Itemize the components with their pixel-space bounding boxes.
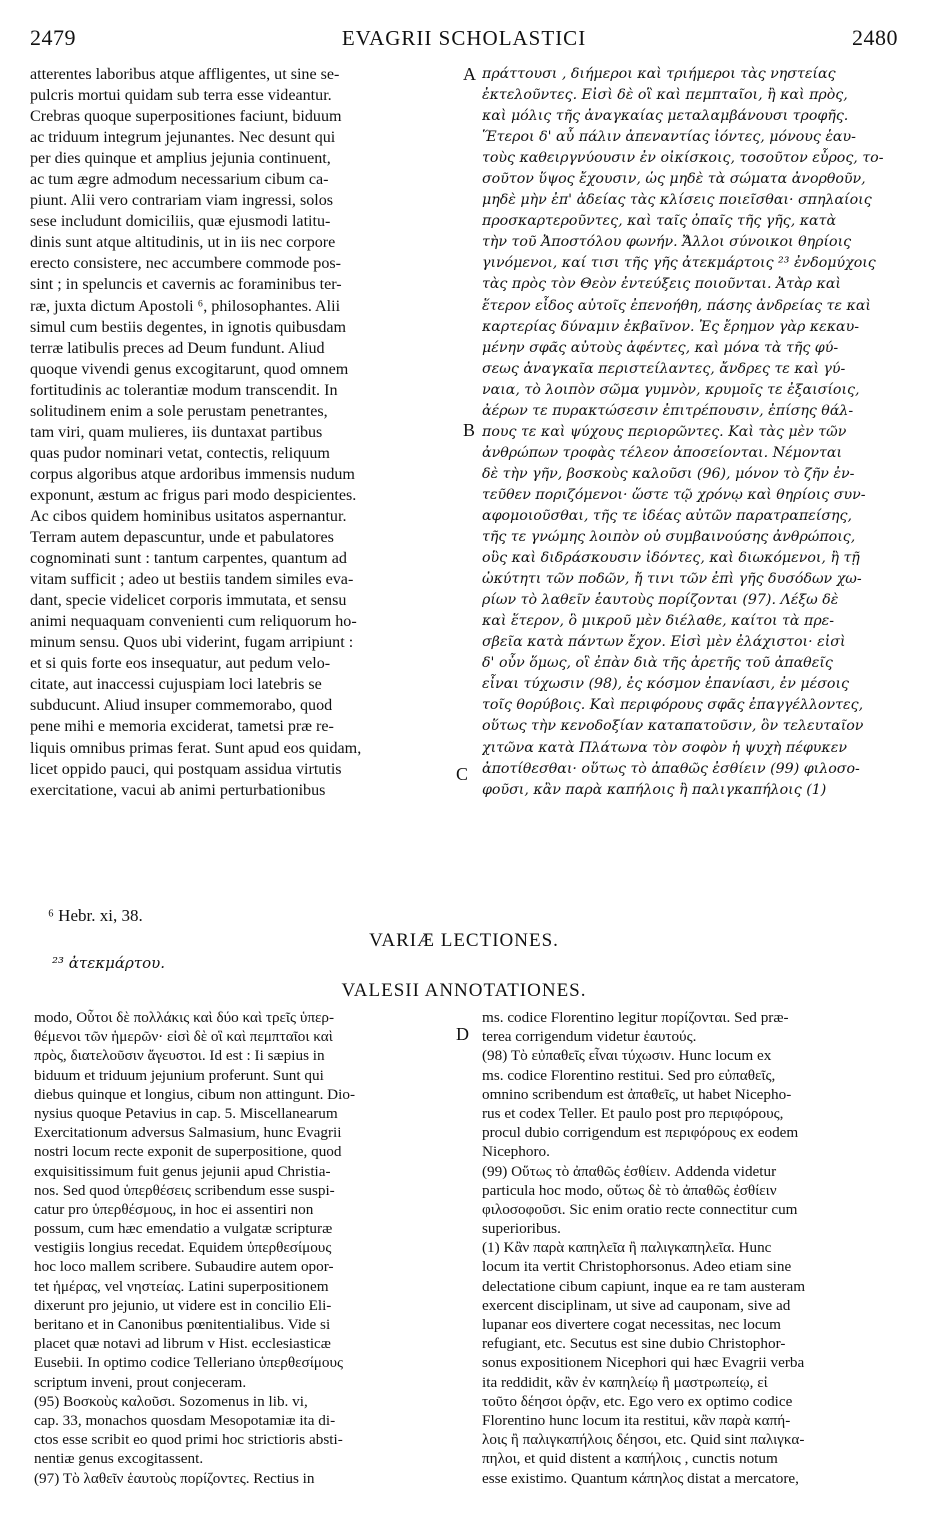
text-line: καὶ μόλις τῆς ἀναγκαίας μεταλαμβάνουσι τροφῆς. [482, 108, 849, 125]
text-line: ἀνθρώπων τροφὰς τέλεον ἀποσείονται. Νέμονται [482, 444, 843, 461]
text-line: sint ; in speluncis et cavernis ac foraminibus ter- [30, 276, 342, 294]
text-line: τὴν τοῦ Ἀποστόλου φωνήν. Ἄλλοι σύνοικοι θηρίοις [482, 234, 852, 251]
text-line: πρὸς, διατελοῦσιν ἄγευστοι. Id est : Ii sæpius in [34, 1047, 325, 1065]
margin-marker-a: A [463, 64, 476, 84]
text-line: particula hoc modo, οὕτως δὲ τὸ ἀπαθῶς ἐσθίειν [482, 1181, 777, 1199]
text-line: simul cum bestiis degentes, in ignotis quibusdam [30, 318, 347, 336]
text-line: ræ, juxta dictum Apostoli ⁶, philosophantes. Alii [30, 297, 341, 315]
text-line: Exercitationum adversus Salmasium, hunc Evagrii [34, 1124, 342, 1142]
text-line: citate, aut inaccessi cujuspiam loci latebris se [30, 676, 322, 694]
text-line: pene mihi e memoria exciderat, tametsi præ re- [30, 718, 334, 736]
text-line: et si quis forte eos insequatur, aut pedum velo- [30, 655, 331, 673]
text-line: θέμενοι τῶν ἡμερῶν· εἰσὶ δὲ οἳ καὶ πεμπταῖοι καὶ [34, 1028, 333, 1046]
text-line: nos. Sed quod ὑπερθέσεις scribendum esse suspi- [34, 1181, 335, 1199]
text-line: οὕτως τὴν κενοδοξίαν καταπατοῦσιν, ὃν τελευταῖον [482, 718, 864, 735]
text-line: τὰς πρὸς τὸν Θεὸν ἐντεύξεις ποιοῦνται. Ἀτὰρ καὶ [482, 276, 841, 293]
text-line: vitam sufficit ; adeo ut bestiis tandem similes eva- [30, 571, 354, 589]
text-line: δ' οὖν ὅμως, οἳ ἐπὰν διὰ τῆς ἀρετῆς τοῦ ἀπαθεῖς [482, 655, 833, 672]
text-line: terea corrigendum videtur ἑαυτούς. [482, 1028, 697, 1046]
text-line: αφομοιοῦσθαι, τῆς τε ἰδέας αὐτῶν παρατραπείσης, [482, 507, 852, 524]
text-line: πράττουσι , διήμεροι καὶ τριήμεροι τὰς νηστείας [482, 66, 836, 82]
text-line: exercent disciplinam, ut sive ad cauponam, sive ad [482, 1296, 791, 1314]
text-line: Florentino hunc locum ita restitui, κἂν παρὰ καπή- [482, 1411, 791, 1429]
text-line: καὶ ἕτερον, ὃ μικροῦ μὲν διέλαθε, καίτοι τὰ πρε- [482, 613, 835, 630]
text-line: licet oppido pauci, qui postquam assidua virtutis [30, 760, 342, 778]
text-line: superioribus. [482, 1220, 561, 1238]
text-line: ms. codice Florentino restitui. Sed pro εὐπαθεῖς, [482, 1066, 776, 1084]
text-line: dant, specie videlicet corporis immutata, et sensu [30, 592, 347, 610]
text-line: possum, cum hæc emendatio a vulgatæ scripturæ [34, 1220, 333, 1238]
text-line: καρτερίας δύναμιν ἐκβαῖνον. Ἐς ἔρημον γὰρ κεκαυ- [482, 318, 860, 335]
running-header [30, 18, 898, 58]
text-line: vestigiis longius recedat. Equidem ὑπερθεσίμους [34, 1239, 332, 1257]
text-line: ctos esse scribit eo quod primi hoc strictioris absti- [34, 1431, 343, 1449]
text-line: dixerunt pro jejunio, ut videre est in concilio Eli- [34, 1296, 332, 1314]
text-line: τοῦτο δέησοι ὁρᾷν, etc. Ego vero ex optimo codice [482, 1392, 793, 1410]
text-line: sonus expositionem Nicephori qui hæc Evagrii verba [482, 1354, 805, 1372]
text-line: ita reddidit, κἂν ἐν καπηλείῳ ἢ μαστρωπείῳ, εἰ [482, 1373, 768, 1391]
text-line: lupanar eos divertere cogat necessitas, nec locum [482, 1316, 781, 1333]
text-line: modo, Οὗτοι δὲ πολλάκις καὶ δύο καὶ τρεῖς ὑπερ- [34, 1009, 335, 1026]
text-line: piunt. Alii vero contrariam viam ingressi, solos [30, 192, 334, 210]
text-line: Crebras quoque superpositiones faciunt, biduum [30, 108, 342, 126]
text-line: τοὺς καθειργνύουσιν ἐν οἰκίσκοις, τοσοῦτον εὖρος, το- [482, 150, 884, 167]
text-line: ἀέρων τε πυρακτώσεσιν ἐπιτρέπουσιν, ἐπίσης θάλ- [482, 402, 854, 419]
text-line: minum sensu. Quos ubi viderint, fugam arripiunt : [30, 634, 354, 652]
text-line: exponunt, æstum ac frigus pari modo despicientes. [30, 486, 357, 504]
page-number-right: 2480 [852, 25, 898, 50]
page-number-left: 2479 [30, 25, 76, 50]
margin-marker-c: C [456, 764, 469, 784]
text-line: σεως ἀναγκαῖα περιστείλαντες, ἄνδρες τε καὶ γύ- [482, 360, 846, 377]
text-line: animi nequaquam convenienti cum reliquorum ho- [30, 613, 357, 631]
text-line: πηλοι, et quid distent a καπήλοις , cunctis notum [482, 1450, 778, 1468]
text-line: τῆς τε γνώμης λοιπὸν οὐ συμβαινούσης ἀνθρώποις, [482, 529, 856, 546]
text-line: dinis sunt atque altitudinis, ut in iis nec corpore [30, 234, 336, 252]
text-line: ac tum ægre admodum necessarium cibum ca- [30, 171, 329, 189]
text-line: ὠκύτητι τῶν ποδῶν, ἤ τινι τῶν ἐπὶ γῆς δυσόδων χω- [482, 571, 862, 588]
text-line: atterentes laboribus atque affligentes, ut sine se- [30, 66, 340, 83]
text-line: Nicephoro. [482, 1143, 550, 1161]
text-line: (99) Οὕτως τὸ ἀπαθῶς ἐσθίειν. Addenda videtur [482, 1162, 777, 1180]
text-line: ἕτερον εἶδος αὐτοῖς ἐπενοήθη, πάσης ἀνδρείας τε καὶ [482, 297, 871, 314]
text-line: procul dubio corrigendum est περιφόρους ex eodem [482, 1124, 799, 1142]
text-line: (95) Βοσκοὺς καλοῦσι. Sozomenus in lib. vi, [34, 1392, 308, 1410]
variant-reading-note: ²³ ἀτεκμάρτου. [52, 954, 166, 972]
text-line: τοῖς θορύβοις. Καὶ περιφόρους σφᾶς ἐπαγγέλλοντες, [482, 697, 864, 714]
text-line: esse existimo. Quantum κάπηλος distat a mercatore, [482, 1469, 799, 1487]
annotations-left-column [34, 1008, 446, 1488]
text-line: placet quæ notavi ad librum v Hist. ecclesiasticæ [34, 1335, 331, 1353]
text-line: exquisitissimum fuit genus jejunii apud Christia- [34, 1162, 331, 1180]
text-line: Ἕτεροι δ' αὖ πάλιν ἀπεναντίας ἰόντες, μόνους ἑαυ- [482, 129, 856, 146]
text-line: Eusebii. In optimo codice Telleriano ὑπερθεσίμους [34, 1354, 344, 1372]
text-line: nysius quoque Petavius in cap. 5. Miscellanearum [34, 1104, 338, 1122]
text-line: cognominati sunt : tantum carpentes, quantum ad [30, 550, 347, 568]
text-line: subducunt. Aliud insuper commemorabo, quod [30, 697, 333, 715]
text-line: catur pro ὑπερθέσμους, in hoc ei assentiri non [34, 1200, 314, 1218]
text-line: biduum et triduum jejunium proferunt. Sunt qui [34, 1066, 324, 1084]
text-line: rus et codex Teller. Et paulo post pro περιφόρους, [482, 1104, 784, 1122]
annotations-right-column [482, 1008, 902, 1488]
text-line: δὲ τὴν γῆν, βοσκοὺς καλοῦσι (96), μόνον τὸ ζῆν ἐν- [482, 465, 855, 482]
text-line: corpus algoribus atque ardoribus immensis nudum [30, 465, 355, 483]
text-line: exercitatione, vacui ab animi perturbationibus [30, 781, 326, 799]
text-line: terræ latibulis preces ad Deum fundunt. Aliud [30, 339, 325, 357]
text-line: ms. codice Florentino legitur πορίζονται. Sed præ- [482, 1009, 789, 1026]
text-line: tam viri, quam mulieres, iis duntaxat partibus [30, 423, 323, 441]
text-line: locum ita vertit Christophorsonus. Adeo etiam sine [482, 1258, 792, 1276]
text-line: tet ἡμέρας, vel νηστείας. Latini superpositionem [34, 1277, 329, 1295]
text-line: beritano et in Canonibus pœnitentialibus. Vide si [34, 1316, 331, 1333]
text-line: χιτῶνα κατὰ Πλάτωνα τὸν σοφὸν ἡ ψυχὴ πέφυκεν [482, 739, 847, 756]
text-line: fortitudinis ac tolerantiæ modum transcendit. In [30, 381, 338, 399]
text-line: ναια, τὸ λοιπὸν σῶμα γυμνὸν, κρυμοῖς τε ἐξαισίοις, [482, 381, 860, 398]
variae-lectiones-heading: VARIÆ LECTIONES. [369, 930, 559, 951]
text-line: erecto consistere, nec accumbere commode pos- [30, 255, 341, 273]
text-line: per dies quinque et amplius jejunia continuent, [30, 150, 331, 168]
text-line: omnino scribendum est ἀπαθεῖς, ut habet Nicepho- [482, 1085, 792, 1103]
text-line: cap. 33, monachos quosdam Mesopotamiæ ita di- [34, 1411, 336, 1429]
text-line: diebus quinque et longius, cibum non attingunt. Dio- [34, 1085, 356, 1103]
footnote-hebrews: ⁶ Hebr. xi, 38. [48, 906, 143, 925]
text-line: delectatione cibum capiunt, inque ea re tam austeram [482, 1277, 806, 1295]
text-line: liquis omnibus primas ferat. Sunt apud eos quidam, [30, 739, 362, 757]
text-line: quas pudor nominari vetat, contectis, reliquum [30, 444, 330, 462]
text-line: μένην σφᾶς αὐτοὺς ἀφέντες, καὶ μόνα τὰ τῆς φύ- [482, 339, 839, 356]
text-line: μηδὲ μὴν ἐπ' ἀδείας τὰς κλίσεις ποιεῖσθαι· σπηλαίοις [482, 192, 872, 209]
running-title: EVAGRII SCHOLASTICI [341, 25, 587, 50]
text-line: οὓς καὶ διδράσκουσιν ἰδόντες, καὶ διωκόμενοι, ἢ τῇ [482, 550, 860, 567]
text-line: προσκαρτεροῦντες, καὶ ταῖς ὀπαῖς τῆς γῆς, κατὰ [482, 213, 837, 230]
valesii-annotationes-heading: VALESII ANNOTATIONES. [341, 980, 587, 1001]
text-line: Terram autem depascuntur, unde et pabulatores [30, 529, 334, 547]
text-line: solitudinem enim a sole perustam penetrantes, [30, 402, 328, 420]
text-line: Ac cibos quidem hominibus usitatos aspernantur. [30, 507, 347, 525]
text-line: pulcris mortui quidam sub terra esse videantur. [30, 87, 332, 105]
text-line: nentiæ genus excogitassent. [34, 1450, 204, 1468]
text-line: sese includunt domiciliis, quæ ejusmodi latitu- [30, 213, 331, 231]
text-line: ρίων τὸ λαθεῖν ἑαυτοὺς πορίζονται (97). Λέξω δὲ [482, 592, 839, 609]
text-line: hoc loco mallem scribere. Subaudire autem opor- [34, 1258, 334, 1276]
text-line: εἶναι τύχωσιν (98), ἐς κόσμον ἐπανίασι, ἐν μέσοις [482, 676, 849, 693]
text-line: quoque vivendi genus excogitarunt, quod omnem [30, 360, 349, 378]
text-line: refugiant, etc. Secutus est sine dubio Christophor- [482, 1335, 786, 1353]
text-line: λοις ἢ παλιγκαπήλοις δέησοι, etc. Quid sint παλιγκα- [482, 1431, 805, 1449]
text-line: (1) Κἂν παρὰ καπηλεῖα ἢ παλιγκαπηλεῖα. Hunc [482, 1239, 772, 1257]
text-line: ac triduum integrum jejunantes. Nec desunt qui [30, 129, 336, 147]
text-line: nostri locum recte exponit de superpositione, quod [34, 1143, 342, 1161]
text-line: σβεῖα κατὰ πάντων ἔχον. Εἰσὶ μὲν ἐλάχιστοι· εἰσὶ [482, 634, 846, 651]
text-line: γινόμενοι, καί τισι τῆς γῆς ἀτεκμάρτοις ²³ ἐνδομύχοις [482, 255, 876, 272]
latin-text-column [30, 64, 460, 801]
margin-marker-d: D [456, 1024, 469, 1044]
text-line: (98) Τὸ εὐπαθεῖς εἶναι τύχωσιν. Hunc locum ex [482, 1047, 772, 1065]
text-line: φοῦσι, κἂν παρὰ καπήλοις ἢ παλιγκαπήλοις (1) [482, 781, 827, 798]
text-line: ἀποτίθεσθαι· οὕτως τὸ ἀπαθῶς ἐσθίειν (99) φιλοσο- [482, 760, 860, 777]
greek-text-column [482, 64, 902, 801]
text-line: τεῦθεν ποριζόμενοι· ὥστε τῷ χρόνῳ καὶ θηρίοις συν- [482, 486, 866, 503]
text-line: scriptum inveni, prout conjeceram. [34, 1373, 247, 1391]
text-line: (97) Τὸ λαθεῖν ἑαυτοὺς πορίζοντες. Rectius in [34, 1469, 315, 1487]
text-line: φιλοσοφοῦσι. Sic enim oratio recte connectitur cum [482, 1200, 798, 1218]
text-line: πους τε καὶ ψύχους περιορῶντες. Καὶ τὰς μὲν τῶν [482, 423, 847, 440]
text-line: σοῦτον ὕψος ἔχουσιν, ὡς μηδὲ τὰ σώματα ἀνορθοῦν, [482, 171, 866, 188]
margin-marker-b: B [463, 420, 476, 440]
text-line: ἐκτελοῦντες. Εἰσὶ δὲ οἳ καὶ πεμπταῖοι, ἢ καὶ πρὸς, [482, 87, 848, 104]
